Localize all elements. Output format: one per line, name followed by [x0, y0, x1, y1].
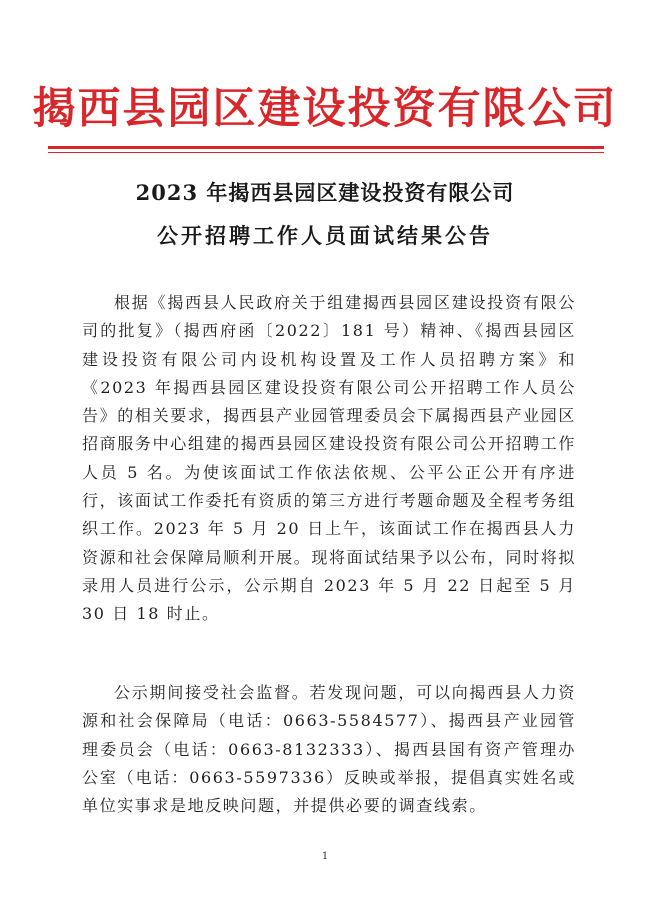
- page-number: 1: [321, 851, 329, 862]
- organization-letterhead: 揭西县园区建设投资有限公司: [32, 84, 618, 134]
- document-title-line-1: 2023 年揭西县园区建设投资有限公司: [135, 180, 515, 205]
- letterhead-divider-thin: [48, 152, 604, 153]
- body-paragraph-1: 根据《揭西县人民政府关于组建揭西县园区建设投资有限公司的批复》（揭西府函〔2022〕181 号）精神、《揭西县园区建设投资有限公司内设机构设置及工作人员招聘方案》和《2023 年揭西县园区建设投资有限公司公开招聘工作人员公告》的相关要求，揭西县产业园管理委员会下属揭西县产业园区招商服务中心组建的揭西县园区建设投资有限公司公开招聘工作人员 5 名。为使该面试工作依法依规、公平公正公开有序进行，该面试工作委托有资质的第三方进行考题命题及全程考务组织工作。2023 年 5 月 20 日上午，该面试工作在揭西县人力资源和社会保障局顺利开展。现将面试结果予以公布，同时将拟录用人员进行公示，公示期自 2023 年 5 月 22 日起至 5 月 30 日 18 时止。: [82, 293, 576, 624]
- document-title-line-2: 公开招聘工作人员面试结果公告: [157, 223, 493, 248]
- body-paragraph-2: 公示期间接受社会监督。若发现问题，可以向揭西县人力资源和社会保障局（电话：0663-5584577）、揭西县产业园管理委员会（电话：0663-8132333）、揭西县国有资产管理办公室（电话：0663-5597336）反映或举报，提倡真实姓名或单位实事求是地反映问题，并提供必要的调查线索。: [82, 683, 576, 816]
- letterhead-divider-thick: [48, 146, 604, 149]
